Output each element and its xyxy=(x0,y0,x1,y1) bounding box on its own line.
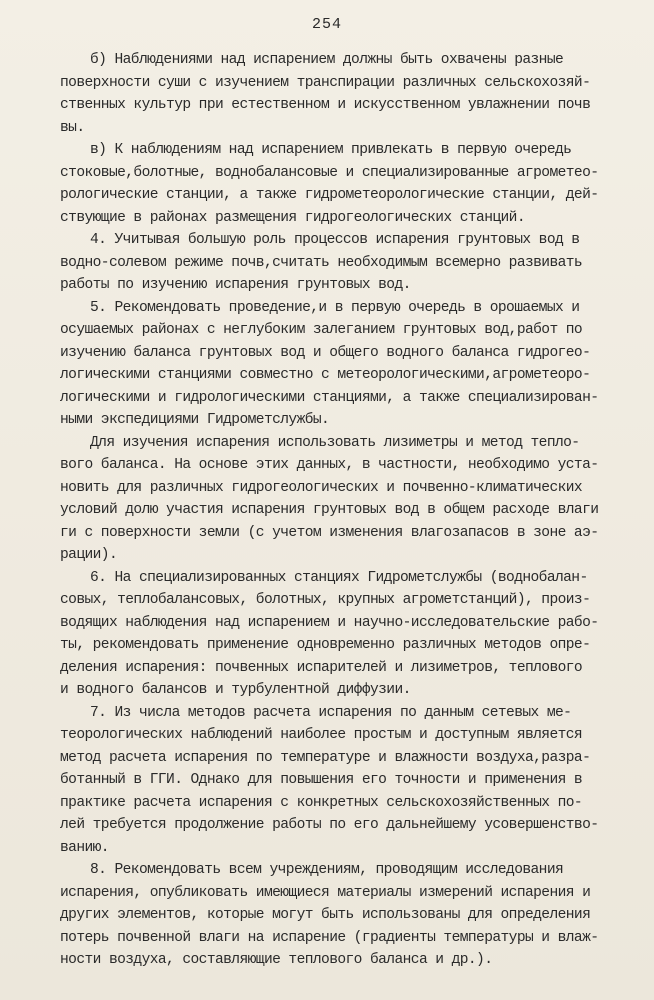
text-line: стоковые,болотные, воднобалансовые и специализированные агрометео- xyxy=(60,164,599,181)
text-line: в) К наблюдениям над испарением привлекать в первую очередь xyxy=(90,142,572,158)
text-line: вого баланса. На основе этих данных, в частности, необходимо уста- xyxy=(60,457,599,473)
text-line: испарения, опубликовать имеющиеся материалы измерений испарения и xyxy=(60,884,591,901)
text-line: 8. Рекомендовать всем учреждениям, проводящим исследования xyxy=(90,862,564,878)
text-line: и водного балансов и турбулентной диффузии. xyxy=(60,682,411,698)
text-line: ственных культур при естественном и искусственном увлажнении почв xyxy=(60,97,591,113)
text-line: 5. Рекомендовать проведение,и в первую очередь в орошаемых и xyxy=(90,299,580,316)
text-line: ными экспедициями Гидрометслужбы. xyxy=(60,412,330,428)
text-line: ности воздуха, составляющие теплового баланса и др.). xyxy=(60,952,493,968)
text-line: практике расчета испарения с конкретных сельскохозяйственных по- xyxy=(60,794,583,811)
text-line: метод расчета испарения по температуре и влажности воздуха,разра- xyxy=(60,749,591,766)
page-number: 254 xyxy=(311,16,342,33)
text-line: Для изучения испарения использовать лизиметры и метод тепло- xyxy=(90,434,580,451)
text-line: условий долю участия испарения грунтовых вод в общем расходе влаги xyxy=(60,502,599,518)
text-line: других элементов, которые могут быть использованы для определения xyxy=(60,907,591,923)
text-line: водно-солевом режиме почв,считать необходимым всемерно развивать xyxy=(60,254,583,271)
text-line: осушаемых районах с неглубоким залеганием грунтовых вод,работ по xyxy=(60,322,583,338)
text-line: поверхности суши с изучением транспирации различных сельскохозяй- xyxy=(60,74,591,91)
text-line: ги с поверхности земли (с учетом изменения влагозапасов в зоне аэ- xyxy=(60,524,599,541)
text-line: новить для различных гидрогеологических и почвенно-климатических xyxy=(60,479,583,496)
text-line: рологические станции, а также гидрометеорологические станции, дей- xyxy=(60,187,599,203)
text-line: б) Наблюдениями над испарением должны быть охвачены разные xyxy=(90,52,564,68)
text-line: ствующие в районах размещения гидрогеологических станций. xyxy=(60,209,525,226)
text-line: ванию. xyxy=(60,839,109,856)
text-line: логическими станциями совместно с метеорологическими,агрометеоро- xyxy=(60,367,591,383)
body-text xyxy=(60,49,620,972)
text-line: деления испарения: почвенных испарителей и лизиметров, теплового xyxy=(60,659,583,676)
text-line: 4. Учитывая большую роль процессов испарения грунтовых вод в xyxy=(90,232,580,248)
text-line: теорологических наблюдений наиболее простым и доступным является xyxy=(60,727,583,743)
text-line: ботанный в ГГИ. Однако для повышения его точности и применения в xyxy=(60,772,583,788)
text-line: логическими и гидрологическими станциями, а также специализирован- xyxy=(60,389,599,406)
text-line: водящих наблюдения над испарением и научно-исследовательские рабо- xyxy=(60,614,599,631)
text-line: лей требуется продолжение работы по его дальнейшему усовершенство- xyxy=(60,817,599,833)
text-line: рации). xyxy=(60,547,118,563)
text-line: совых, теплобалансовых, болотных, крупных агрометстанций), произ- xyxy=(60,592,591,608)
text-line: 6. На специализированных станциях Гидрометслужбы (воднобалан- xyxy=(90,569,588,586)
text-line: потерь почвенной влаги на испарение (градиенты температуры и влаж- xyxy=(60,929,599,946)
text-line: вы. xyxy=(60,119,85,136)
text-line: работы по изучению испарения грунтовых вод. xyxy=(60,277,411,293)
text-line: ты, рекомендовать применение одновременно различных методов опре- xyxy=(60,637,591,653)
text-line: 7. Из числа методов расчета испарения по данным сетевых ме- xyxy=(90,704,572,721)
text-line: изучению баланса грунтовых вод и общего водного баланса гидрогео- xyxy=(60,344,591,361)
